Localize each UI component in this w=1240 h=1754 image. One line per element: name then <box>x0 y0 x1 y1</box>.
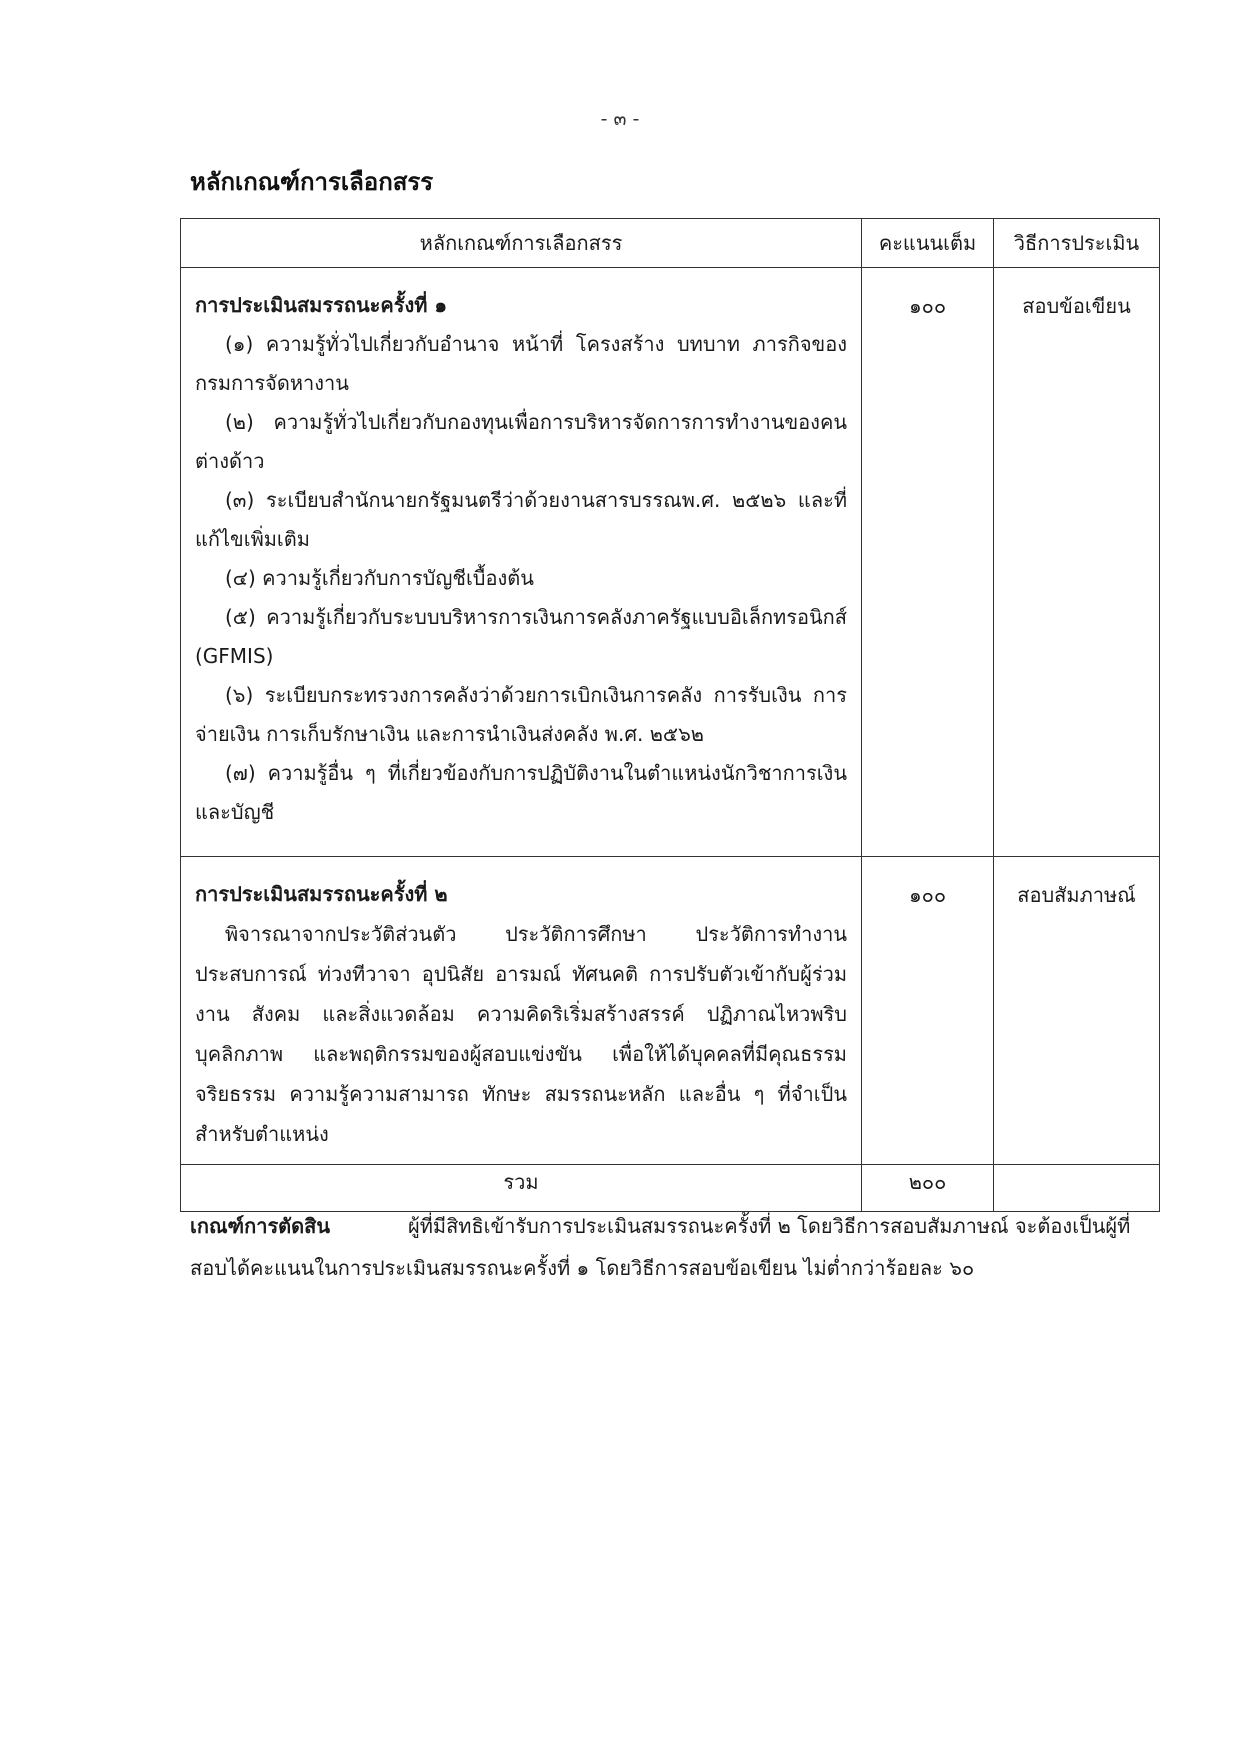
header-criteria: หลักเกณฑ์การเลือกสรร <box>181 219 862 268</box>
round1-criteria-cell <box>181 268 862 857</box>
table-header-row <box>181 219 1160 268</box>
round1-score: ๑๐๐ <box>862 268 994 857</box>
round2-criteria-cell <box>181 857 862 1165</box>
round1-item-4: (๔) ความรู้เกี่ยวกับการบัญชีเบื้องต้น <box>225 566 534 590</box>
round1-item-5: (๕) ความรู้เกี่ยวกับระบบบริหารการเงินการคลังภาครัฐแบบอิเล็กทรอนิกส์ (GFMIS) <box>195 605 847 668</box>
round2-method: สอบสัมภาษณ์ <box>994 857 1160 1165</box>
round2-score: ๑๐๐ <box>862 857 994 1165</box>
section-title: หลักเกณฑ์การเลือกสรร <box>190 168 434 196</box>
round2-heading: การประเมินสมรรถนะครั้งที่ ๒ <box>195 882 448 906</box>
round1-method: สอบข้อเขียน <box>994 268 1160 857</box>
round1-item-7: (๗) ความรู้อื่น ๆ ที่เกี่ยวข้องกับการปฏิบัติงานในตำแหน่งนักวิชาการเงินและบัญชี <box>195 761 847 824</box>
table-row-round2 <box>181 857 1160 1165</box>
round1-item-1: (๑) ความรู้ทั่วไปเกี่ยวกับอำนาจ หน้าที่ โครงสร้าง บทบาท ภารกิจของกรมการจัดหางาน <box>195 332 847 395</box>
round1-item-6: (๖) ระเบียบกระทรวงการคลังว่าด้วยการเบิกเงินการคลัง การรับเงิน การจ่ายเงิน การเก็บรักษาเงิน และการนำเงินส่งคลัง พ.ศ. ๒๕๖๒ <box>195 683 847 746</box>
header-method: วิธีการประเมิน <box>994 219 1160 268</box>
total-score: ๒๐๐ <box>862 1165 994 1212</box>
decision-label: เกณฑ์การตัดสิน <box>190 1214 331 1238</box>
round1-heading: การประเมินสมรรถนะครั้งที่ ๑ <box>195 293 448 317</box>
round1-item-2: (๒) ความรู้ทั่วไปเกี่ยวกับกองทุนเพื่อการบริหารจัดการการทำงานของคนต่างด้าว <box>195 410 847 473</box>
decision-text: ผู้ที่มีสิทธิเข้ารับการประเมินสมรรถนะครั้งที่ ๒ โดยวิธีการสอบสัมภาษณ์ จะต้องเป็นผู้ที่สอบได้คะแนนในการประเมินสมรรถนะครั้งที่ ๑ โดยวิธีการสอบข้อเขียน ไม่ต่ำกว่าร้อยละ ๖๐ <box>190 1214 1131 1280</box>
criteria-table <box>180 218 1160 1212</box>
round1-item-3: (๓) ระเบียบสำนักนายกรัฐมนตรีว่าด้วยงานสารบรรณพ.ศ. ๒๕๒๖ และที่แก้ไขเพิ่มเติม <box>195 488 847 551</box>
total-label: รวม <box>181 1165 862 1212</box>
round2-description: พิจารณาจากประวัติส่วนตัว ประวัติการศึกษา ประวัติการทำงาน ประสบการณ์ ท่วงทีวาจา อุปนิสัย อารมณ์ ทัศนคติ การปรับตัวเข้ากับผู้ร่วมงาน สังคม และสิ่งแวดล้อม ความคิดริเริ่มสร้างสรรค์ ปฏิภาณไหวพริบ บุคลิกภาพ และพฤติกรรมของผู้สอบแข่งขัน เพื่อให้ได้บุคคลที่มีคุณธรรม จริยธรรม ความรู้ความสามารถ ทักษะ สมรรถนะหลัก และอื่น ๆ ที่จำเป็นสำหรับตำแหน่ง <box>195 922 847 1146</box>
table-row-round1 <box>181 268 1160 857</box>
header-full-score: คะแนนเต็ม <box>862 219 994 268</box>
decision-criteria <box>190 1205 1140 1289</box>
page-number: - ๓ - <box>600 108 640 130</box>
